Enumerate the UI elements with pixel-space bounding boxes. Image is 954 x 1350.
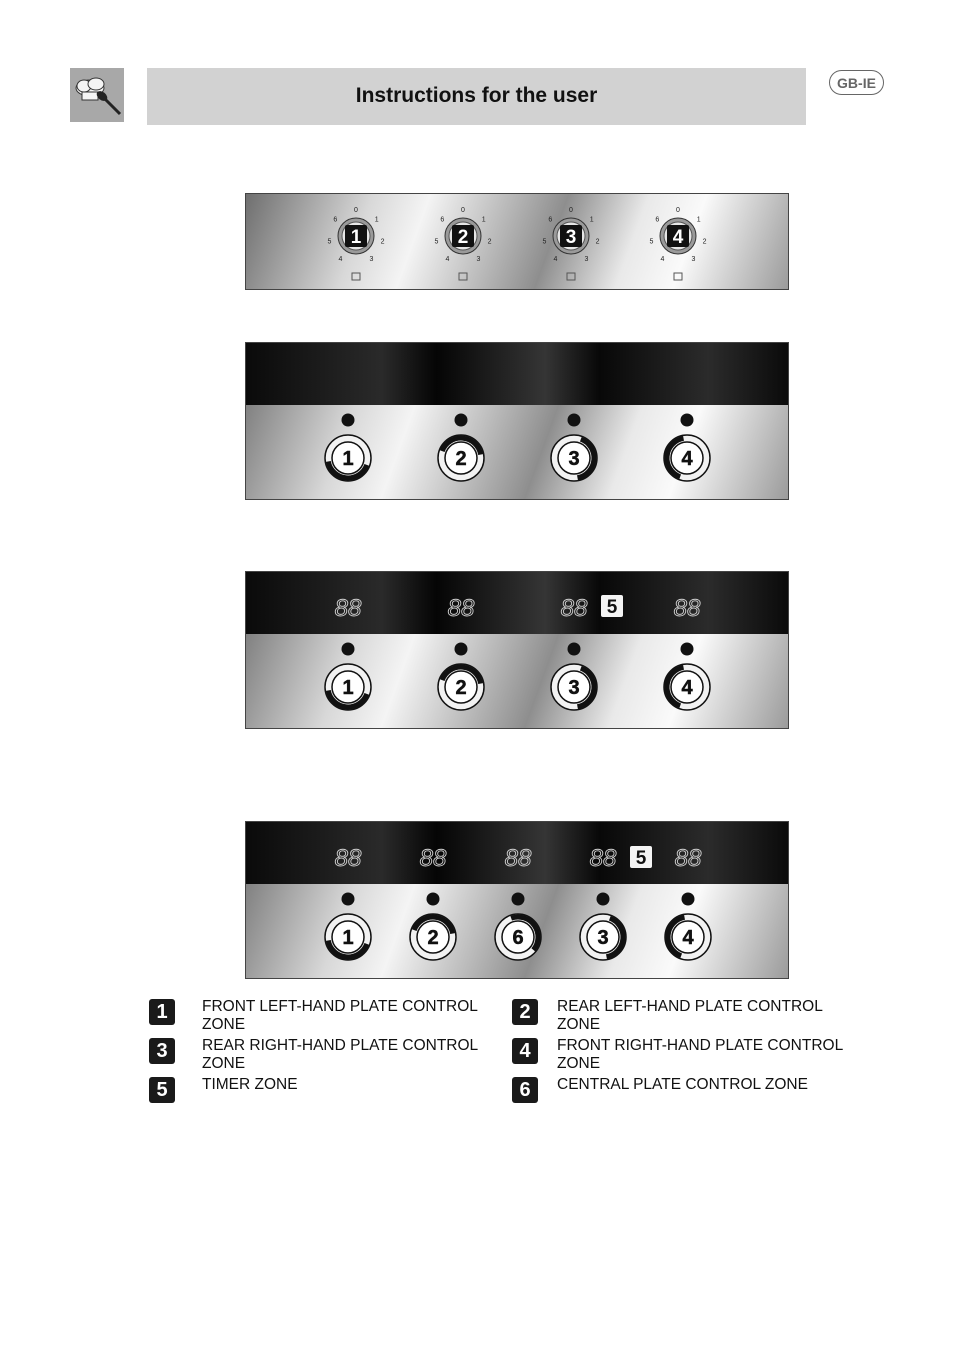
control-panel-touch-displays — [245, 571, 789, 729]
indicator-led — [597, 893, 610, 906]
scale-mark: 2 — [702, 238, 707, 246]
legend-text-2: REAR LEFT-HAND PLATE CONTROL ZONE — [557, 998, 823, 1033]
knob-number: 1 — [342, 927, 354, 949]
indicator-led — [342, 893, 355, 906]
scale-mark: 0 — [569, 207, 573, 214]
zone-symbol-icon — [459, 273, 467, 280]
indicator-led — [681, 414, 694, 427]
rotary-knob-4 — [649, 207, 706, 280]
touch-knob-1 — [325, 643, 371, 711]
header-bar — [147, 68, 806, 125]
knob-number: 4 — [682, 927, 694, 949]
indicator-led — [512, 893, 525, 906]
scale-mark: 6 — [655, 216, 660, 224]
knob-number: 4 — [681, 448, 693, 470]
indicator-led — [568, 414, 581, 427]
indicator-led — [682, 893, 695, 906]
legend-badge-6: 6 — [512, 1077, 538, 1103]
zone-display-1: 88 — [334, 845, 362, 872]
legend-badge-1: 1 — [149, 999, 175, 1025]
control-panel-five-zones — [245, 821, 789, 979]
knob-number: 2 — [455, 448, 467, 470]
scale-mark: 1 — [374, 216, 379, 224]
five-zone-panel-graphic — [246, 822, 789, 979]
zone-symbol-icon — [674, 273, 682, 280]
scale-mark: 5 — [327, 238, 332, 246]
zone-display-4: 88 — [589, 845, 617, 872]
scale-mark: 3 — [584, 256, 589, 264]
touch-panel-graphic — [246, 343, 789, 500]
scale-mark: 1 — [481, 216, 486, 224]
display-band — [246, 572, 789, 634]
knob-number: 1 — [350, 227, 362, 248]
scale-mark: 4 — [553, 256, 558, 264]
legend-badge-2: 2 — [512, 999, 538, 1025]
scale-mark: 6 — [333, 216, 338, 224]
scale-mark: 2 — [487, 238, 492, 246]
timer-zone-number: 5 — [606, 597, 618, 618]
rotary-knob-2 — [434, 207, 491, 280]
knob-number: 6 — [512, 927, 524, 949]
touch-knob-4 — [580, 893, 626, 961]
scale-mark: 3 — [476, 256, 481, 264]
touch-knob-2 — [438, 643, 484, 711]
knob-number: 1 — [342, 448, 354, 470]
touch-knob-3 — [551, 643, 597, 711]
touch-knob-5 — [665, 893, 711, 961]
indicator-led — [455, 414, 468, 427]
scale-mark: 0 — [676, 207, 680, 214]
knob-number: 3 — [568, 677, 580, 699]
indicator-led — [342, 414, 355, 427]
indicator-led — [681, 643, 694, 656]
rotary-knob-3 — [542, 207, 599, 280]
touch-display-panel-graphic — [246, 572, 789, 729]
indicator-led — [342, 643, 355, 656]
touch-knob-2 — [438, 414, 484, 482]
timer-zone-number: 5 — [635, 848, 647, 869]
knob-panel-graphic — [246, 194, 789, 290]
scale-mark: 4 — [338, 256, 343, 264]
knob-number: 2 — [427, 927, 439, 949]
touch-knob-2 — [410, 893, 456, 961]
knob-number: 1 — [342, 677, 354, 699]
indicator-led — [455, 643, 468, 656]
control-panel-knobs — [245, 193, 789, 290]
scale-mark: 2 — [380, 238, 385, 246]
touch-knob-4 — [664, 414, 710, 482]
rotary-knob-1 — [327, 207, 384, 280]
zone-display-2: 88 — [447, 595, 475, 622]
scale-mark: 5 — [434, 238, 439, 246]
knob-number: 2 — [457, 227, 469, 248]
scale-mark: 5 — [649, 238, 654, 246]
scale-mark: 3 — [691, 256, 696, 264]
knob-number: 2 — [455, 677, 467, 699]
zone-display-3: 88 — [560, 595, 588, 622]
zone-symbol-icon — [567, 273, 575, 280]
indicator-led — [427, 893, 440, 906]
legend-text-3: REAR RIGHT-HAND PLATE CONTROL ZONE — [202, 1037, 478, 1072]
knob-number: 4 — [681, 677, 693, 699]
zone-display-4: 88 — [673, 595, 701, 622]
legend-text-5: TIMER ZONE — [202, 1076, 298, 1093]
country-badge: GB-IE — [829, 70, 884, 95]
scale-mark: 6 — [548, 216, 553, 224]
legend-badge-5: 5 — [149, 1077, 175, 1103]
scale-mark: 5 — [542, 238, 547, 246]
scale-mark: 2 — [595, 238, 600, 246]
legend-text-1: FRONT LEFT-HAND PLATE CONTROL ZONE — [202, 998, 478, 1033]
scale-mark: 4 — [660, 256, 665, 264]
control-panel-touch — [245, 342, 789, 500]
legend-badge-3: 3 — [149, 1038, 175, 1064]
scale-mark: 1 — [589, 216, 594, 224]
zone-display-2: 88 — [419, 845, 447, 872]
zone-symbol-icon — [352, 273, 360, 280]
knob-number: 3 — [597, 927, 609, 949]
scale-mark: 6 — [440, 216, 445, 224]
display-band — [246, 343, 789, 405]
zone-display-5: 88 — [674, 845, 702, 872]
touch-knob-1 — [325, 893, 371, 961]
scale-mark: 4 — [445, 256, 450, 264]
knob-number: 4 — [672, 227, 684, 248]
chef-logo — [70, 68, 124, 122]
scale-mark: 3 — [369, 256, 374, 264]
knob-number: 3 — [568, 448, 580, 470]
chef-hat-spoon-icon — [70, 68, 124, 122]
zone-display-1: 88 — [334, 595, 362, 622]
zone-display-3: 88 — [504, 845, 532, 872]
scale-mark: 0 — [461, 207, 465, 214]
knob-number: 3 — [565, 227, 577, 248]
scale-mark: 1 — [696, 216, 701, 224]
touch-knob-1 — [325, 414, 371, 482]
legend-badge-4: 4 — [512, 1038, 538, 1064]
touch-knob-3 — [551, 414, 597, 482]
indicator-led — [568, 643, 581, 656]
touch-knob-3 — [495, 893, 541, 961]
page-title: Instructions for the user — [355, 84, 598, 107]
scale-mark: 0 — [354, 207, 358, 214]
touch-knob-4 — [664, 643, 710, 711]
legend-text-6: CENTRAL PLATE CONTROL ZONE — [557, 1076, 808, 1093]
legend-text-4: FRONT RIGHT-HAND PLATE CONTROL ZONE — [557, 1037, 843, 1072]
